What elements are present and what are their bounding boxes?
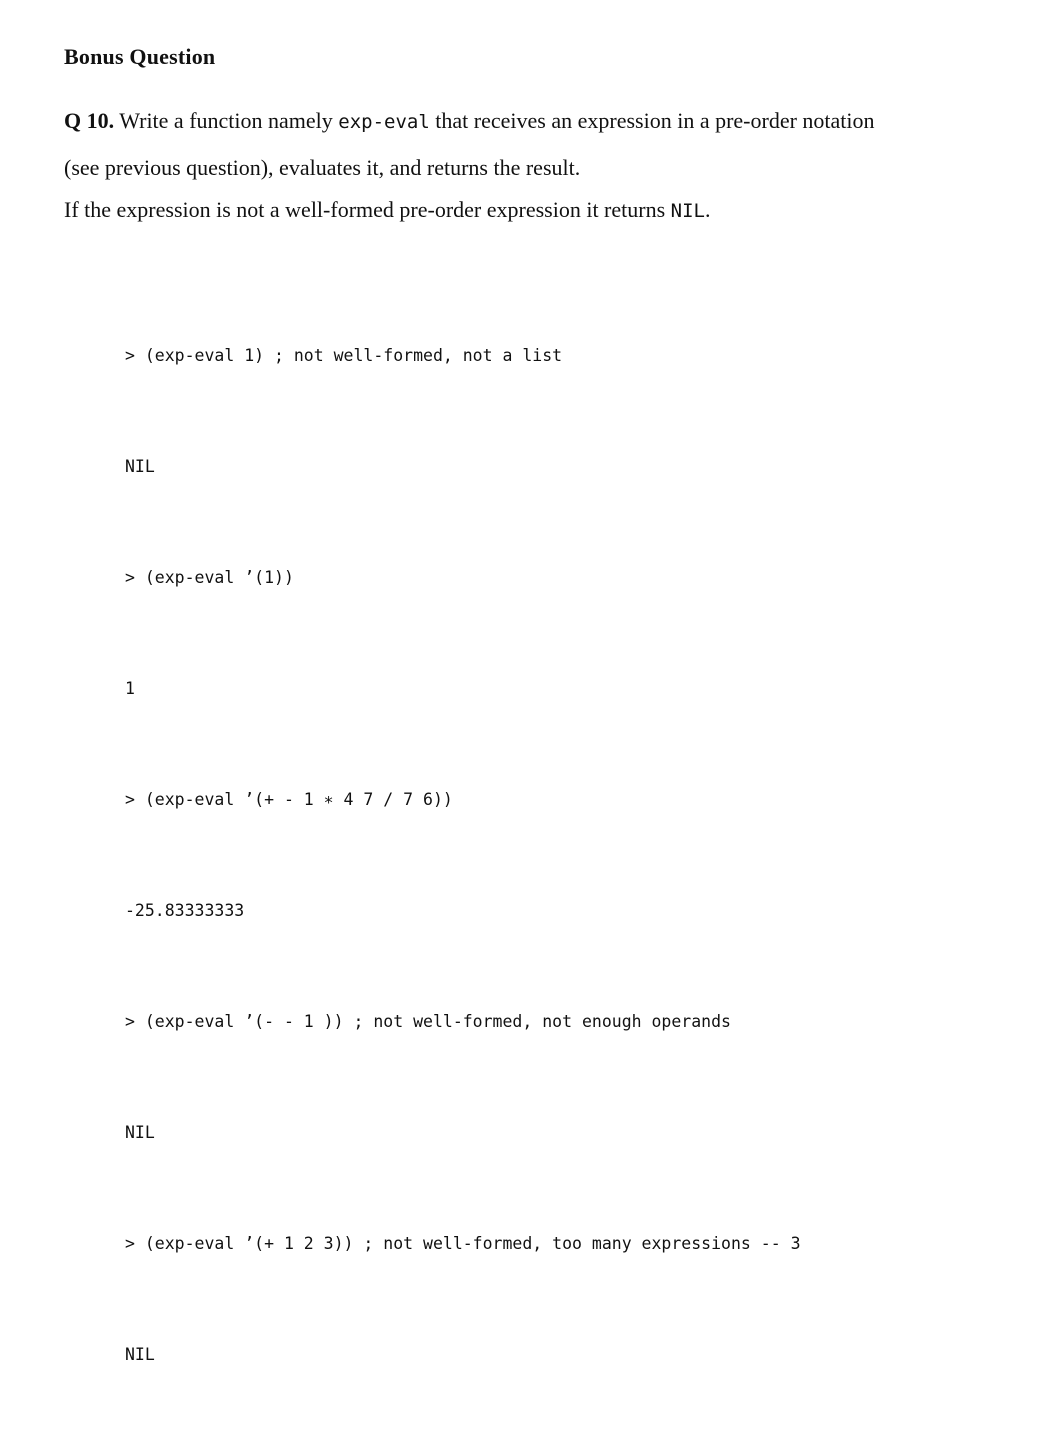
condition-paragraph — [64, 187, 710, 234]
condition-period: . — [704, 197, 711, 222]
section-heading: Bonus Question — [64, 44, 216, 69]
repl-line: NIL — [125, 1123, 155, 1142]
repl-line: > (exp-eval ’(- - 1 )) ; not well-formed, not enough operands — [125, 1012, 731, 1031]
repl-line: > (exp-eval ’(+ 1 2 3)) ; not well-formed, too many expressions -- 3 — [125, 1234, 801, 1253]
question-label: Q 10. — [64, 108, 115, 133]
condition-text: If the expression is not a well-formed pre-order expression it returns — [64, 197, 671, 222]
function-name-code: exp-eval — [338, 111, 430, 133]
question-text-1: Write a function namely — [119, 108, 339, 133]
repl-line: NIL — [125, 457, 155, 476]
repl-examples — [125, 263, 801, 1447]
repl-line: > (exp-eval ’(+ - 1 ∗ 4 7 / 7 6)) — [125, 790, 453, 809]
repl-line: -25.83333333 — [125, 901, 245, 920]
repl-line: > (exp-eval ’(1)) — [125, 568, 294, 587]
question-paragraph — [64, 98, 875, 190]
nil-code: NIL — [670, 200, 705, 222]
repl-line: NIL — [125, 1345, 155, 1364]
question-text-2: that receives an expression in a pre-order notation — [429, 108, 875, 133]
repl-line: 1 — [125, 679, 135, 698]
question-line-1 — [64, 98, 875, 145]
question-line-2: (see previous question), evaluates it, and returns the result. — [64, 155, 581, 180]
repl-line: > (exp-eval 1) ; not well-formed, not a list — [125, 346, 563, 365]
